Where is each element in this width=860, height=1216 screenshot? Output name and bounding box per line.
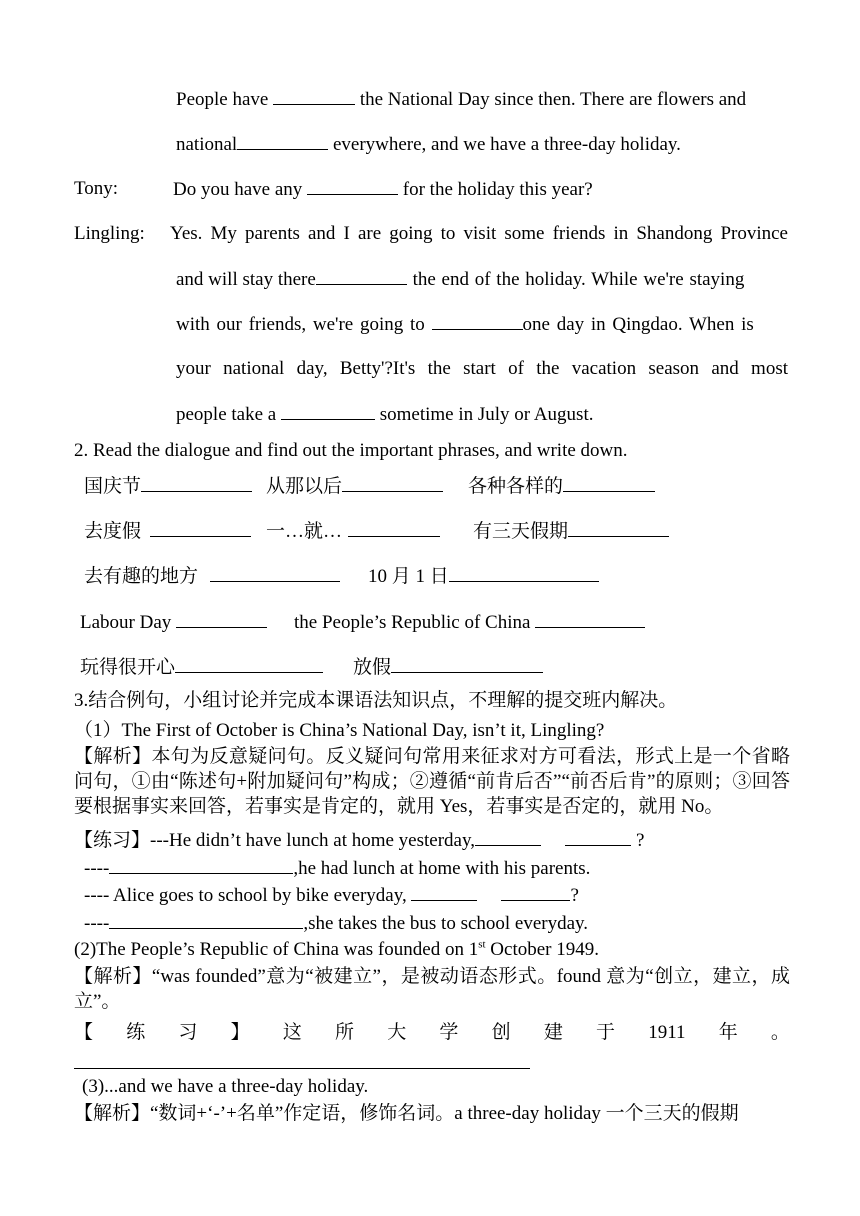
answer-blank[interactable] (475, 829, 541, 846)
exercise-text: ---- (84, 913, 110, 934)
dialogue-text: with our friends, we're going to (176, 314, 432, 335)
explanation-2: 【解析】“was founded”意为“被建立”，是被动语态形式。found 意为“创立，建立，成立”。 (74, 966, 790, 1012)
phrase-item (84, 520, 251, 543)
phrase-item (294, 611, 645, 634)
phrase-label: 放假 (353, 657, 392, 678)
exercise-char: 练 (126, 1022, 146, 1043)
phrase-item (84, 475, 252, 498)
dialogue-text: and will stay there (176, 269, 316, 290)
answer-blank[interactable] (109, 912, 303, 929)
answer-blank[interactable] (535, 611, 645, 628)
answer-blank[interactable] (565, 829, 631, 846)
phrase-label: the People’s Republic of China (294, 612, 531, 633)
section-2-heading: 2. Read the dialogue and find out the important phrases, and write down. (74, 440, 628, 461)
dialogue-line (176, 403, 593, 426)
answer-blank[interactable] (411, 884, 477, 901)
phrase-label: 有三天假期 (473, 521, 569, 542)
dialogue-text: sometime in July or August. (374, 404, 594, 425)
exercise-char: 创 (491, 1022, 511, 1043)
phrase-label: 一…就… (266, 521, 343, 542)
dialogue-text: People have (176, 89, 274, 110)
dialogue-line (176, 133, 681, 156)
answer-blank[interactable] (348, 520, 440, 537)
exercise-char: 这 (282, 1022, 302, 1043)
sentence-text: (2)The People’s Republic of China was founded on 1 (74, 939, 479, 960)
dialogue-text: one day in Qingdao. When is (522, 314, 754, 335)
exercise-line (84, 857, 590, 880)
superscript: st (478, 938, 486, 951)
explanation-1: 【解析】本句为反意疑问句。反义疑问句常用来征求对方可看法，形式上是一个省略问句，①由“陈述句+附加疑问句”构成；②遵循“前肯后否”“前否后肯”的原则；③回答要根据事实来回答，若事实是肯定的，就用 Yes，若事实是否定的，就用 No。 (74, 746, 790, 817)
dialogue-text: everywhere, and we have a three-day holiday. (328, 134, 681, 155)
dialogue-text: national (176, 134, 238, 155)
exercise-char: 大 (387, 1022, 407, 1043)
exercise-char: 学 (439, 1022, 459, 1043)
exercise-text: ? (570, 885, 579, 906)
exercise-char: 建 (543, 1022, 563, 1043)
exercise-text: ---- (84, 858, 110, 879)
phrase-label: 从那以后 (266, 476, 343, 497)
phrase-label: 玩得很开心 (80, 657, 176, 678)
phrase-item (353, 656, 543, 679)
phrase-item (80, 656, 323, 679)
answer-blank[interactable] (273, 88, 355, 105)
answer-blank[interactable] (316, 268, 407, 285)
dialogue-text: the National Day since then. There are flowers and (355, 89, 747, 110)
answer-blank[interactable] (391, 656, 543, 673)
answer-blank[interactable] (281, 403, 375, 420)
exercise-char: 所 (335, 1022, 355, 1043)
example-sentence-3: (3)...and we have a three-day holiday. (82, 1076, 369, 1097)
dialogue-line: your national day, Betty'?It's the start of the vacation season and most (176, 358, 788, 379)
answer-blank[interactable] (237, 133, 328, 150)
answer-blank[interactable] (432, 313, 523, 330)
answer-blank[interactable] (342, 475, 443, 492)
answer-blank[interactable] (210, 565, 340, 582)
dialogue-line: Yes. My parents and I are going to visit some friends in Shandong Province (170, 223, 788, 244)
exercise-text: ,she takes the bus to school everyday. (303, 913, 589, 934)
phrase-item (468, 475, 655, 498)
dialogue-line (176, 88, 746, 111)
exercise-char: 1911 (648, 1022, 686, 1043)
phrase-item (266, 520, 440, 543)
exercise-text: ,he had lunch at home with his parents. (293, 858, 591, 879)
phrase-item (473, 520, 669, 543)
answer-line[interactable] (74, 1068, 530, 1069)
phrase-label: 去有趣的地方 (84, 566, 199, 587)
exercise-char: 】 (230, 1022, 250, 1043)
phrase-label: Labour Day (80, 612, 172, 633)
example-sentence-2 (74, 939, 599, 961)
explanation-3: 【解析】“数词+‘-’+名单”作定语，修饰名词。a three-day holiday 一个三天的假期 (74, 1103, 739, 1124)
answer-blank[interactable] (449, 565, 599, 582)
speaker-tony: Tony: (74, 178, 119, 199)
answer-blank[interactable] (150, 520, 251, 537)
speaker-lingling: Lingling: (74, 223, 145, 244)
exercise-line (74, 829, 644, 852)
phrase-item (80, 611, 267, 634)
answer-blank[interactable] (307, 178, 398, 195)
answer-blank[interactable] (501, 884, 570, 901)
phrase-label: 国庆节 (84, 476, 142, 497)
exercise-translation (74, 1022, 790, 1044)
exercise-char: 于 (596, 1022, 616, 1043)
dialogue-text: Do you have any (173, 179, 308, 200)
dialogue-text: for the holiday this year? (398, 179, 593, 200)
answer-blank[interactable] (109, 857, 293, 874)
exercise-char: 【 (74, 1022, 94, 1043)
answer-blank[interactable] (563, 475, 655, 492)
dialogue-text: people take a (176, 404, 281, 425)
dialogue-line (176, 313, 754, 336)
section-3-heading: 3.结合例句，小组讨论并完成本课语法知识点，不理解的提交班内解决。 (74, 690, 678, 711)
exercise-text: ---- Alice goes to school by bike everyday, (84, 885, 412, 906)
phrase-label: 10 月 1 日 (368, 566, 449, 587)
exercise-line (84, 884, 579, 907)
phrase-item (84, 565, 340, 588)
dialogue-line (176, 268, 744, 291)
dialogue-text: the end of the holiday. While we're staying (406, 269, 745, 290)
exercise-char: 习 (178, 1022, 198, 1043)
answer-blank[interactable] (568, 520, 669, 537)
example-sentence-1: （1）The First of October is China’s National Day, isn’t it, Lingling? (74, 720, 605, 741)
answer-blank[interactable] (141, 475, 252, 492)
exercise-text: ? (636, 830, 645, 851)
exercise-char: 。 (770, 1022, 790, 1043)
phrase-item (266, 475, 443, 498)
exercise-line (84, 912, 588, 935)
answer-blank[interactable] (175, 656, 323, 673)
exercise-char: 年 (718, 1022, 738, 1043)
phrase-item (368, 565, 599, 588)
answer-blank[interactable] (176, 611, 267, 628)
exercise-text: 【练习】---He didn’t have lunch at home yesterday, (74, 830, 475, 851)
sentence-text: October 1949. (485, 939, 599, 960)
dialogue-line (173, 178, 593, 201)
phrase-label: 去度假 (84, 521, 142, 542)
phrase-label: 各种各样的 (468, 476, 564, 497)
